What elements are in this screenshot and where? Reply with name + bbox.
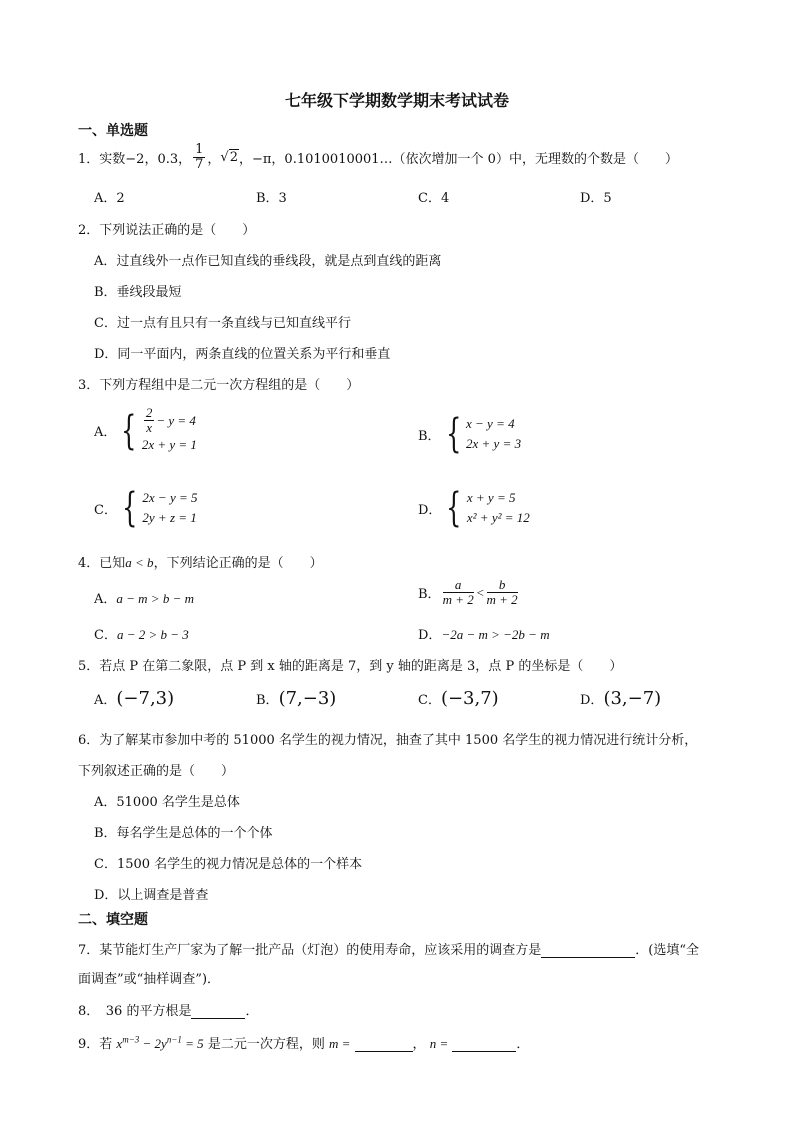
q1-sqrt-radicand: 2 [229,150,238,165]
q3-a-eq1 [142,406,197,435]
q7-answer-blank[interactable] [541,943,635,958]
sqrt-icon: √ [220,150,229,165]
q1-fraction-denominator: 7 [195,157,204,172]
section-heading-fill-in: 二、填空题 [78,912,148,928]
q3-c-eq1: 2x − y = 5 [142,490,198,505]
q3-option-d-system [441,485,530,531]
q9-end: ． [516,1037,530,1052]
q3-option-c-label: C． [94,502,117,518]
q6-option-c: C．1500 名学生的视力情况是总体的一个样本 [94,857,363,872]
q9-mid: − 2y [139,1036,167,1051]
q3-option-c [94,485,198,531]
q1-option-d: D．5 [580,191,612,206]
q3-c-eq2: 2y + z = 1 [142,510,197,525]
q3-option-b-label: B． [418,428,441,444]
q4-option-c-label: C． [94,628,117,643]
q6-option-b: B．每名学生是总体的一个个体 [94,826,273,841]
q4-b-frac2 [487,578,518,607]
q3-option-d [418,485,530,531]
q5-option-d [580,688,661,709]
q4-option-a-label: A． [94,592,117,607]
q5-option-a-coord: (−7,3) [116,688,175,709]
q3-option-b [418,411,522,457]
q9-equation [116,1036,203,1051]
q9-m-blank[interactable] [355,1037,413,1052]
q5-option-d-coord: (3,−7) [603,688,662,709]
q1-option-b: B．3 [256,191,287,206]
q2-option-d: D．同一平面内，两条直线的位置关系为平行和垂直 [94,347,391,362]
q3-option-c-system [117,485,198,531]
q5-option-b-label: B． [256,693,279,708]
q3-a-frac-den: x [146,420,152,435]
q9-eq: = 5 [181,1036,204,1051]
q3-b-eq2: 2x + y = 3 [466,436,522,451]
q9-m-label: m = [328,1036,351,1051]
q4-option-b-label: B． [418,587,441,602]
q4-option-a-expr: a − m > b − m [116,591,194,606]
q1-sequence-part1: −2，0.3， [125,152,192,167]
q5-option-c-coord: (−3,7) [440,688,499,709]
brace-icon: { [446,485,462,531]
brace-icon: { [122,485,138,531]
q5-option-d-label: D． [580,693,604,708]
q6-option-d: D．以上调查是普查 [94,888,209,903]
section-heading-single-choice: 一、单选题 [78,123,148,139]
q9-n-blank[interactable] [452,1037,516,1052]
q9-x: x [116,1036,123,1051]
q4-option-d-expr: −2a − m > −2b − m [441,627,550,642]
question-1-stem [78,143,678,172]
q5-option-b-coord: (7,−3) [278,688,337,709]
question-4-stem [78,552,323,571]
q1-sqrt [220,150,239,165]
brace-icon: { [121,407,137,454]
q2-option-b: B．垂线段最短 [94,285,182,300]
q5-option-c-label: C． [418,693,441,708]
q5-option-c [418,688,499,709]
q5-option-b [256,688,336,709]
q4-b-frac1 [443,578,474,607]
question-9 [78,1033,529,1052]
q3-a-frac-num: 2 [145,405,153,420]
q4-condition: a < b [125,555,154,570]
brace-icon: { [445,411,461,457]
q3-option-a-system [116,406,197,455]
question-6-stem-line2: 下列叙述正确的是（ ） [78,764,235,779]
q1-option-c: C．4 [418,191,450,206]
q9-prefix: 9．若 [78,1037,113,1052]
q3-a-eq2: 2x + y = 1 [141,437,197,452]
q1-fraction [193,143,205,172]
q4-option-a [94,588,194,607]
q9-comma: ， [412,1037,426,1052]
q8-text: 8． 36 的平方根是 [78,1004,192,1019]
question-5-stem: 5．若点 P 在第二象限，点 P 到 x 轴的距离是 7，到 y 轴的距离是 3，点 P 的坐标是（ ） [78,659,623,674]
q4-prefix: 4．已知 [78,556,126,571]
q9-n-label: n = [429,1036,449,1051]
question-8 [78,1000,258,1019]
q9-text: 是二元一次方程，则 [207,1037,325,1052]
q5-option-a-label: A． [94,693,117,708]
q4-b-less-than: < [475,584,485,600]
question-3-stem: 3．下列方程组中是二元一次方程组的是（ ） [78,378,360,393]
q4-option-d [418,624,550,643]
q2-option-a: A．过直线外一点作已知直线的垂线段，就是点到直线的距离 [94,254,442,269]
question-7-line2: 面调查”或“抽样调查”)． [78,972,221,987]
q4-b-frac1-num: a [443,578,474,593]
q4-option-c [94,624,189,643]
q3-option-a-label: A． [94,425,117,440]
q8-answer-blank[interactable] [191,1004,245,1019]
q4-option-b [418,578,520,607]
q4-option-d-label: D． [418,628,442,643]
q3-a-eq1-rest: − y = 4 [156,412,196,428]
q9-exp1: m−3 [122,1034,140,1045]
q1-sequence-part2: ，−π，0.1010010001…（依次增加一个 0）中，无理数的个数是（ ） [239,152,678,167]
q4-b-frac2-num: b [487,578,518,593]
q7-text: 7．某节能灯生产厂家为了解一批产品（灯泡）的使用寿命，应该采用的调查方是 [78,943,542,958]
q6-option-a: A．51000 名学生是总体 [94,795,240,810]
q3-b-eq1: x − y = 4 [466,416,515,431]
q4-suffix: ，下列结论正确的是（ ） [153,556,323,571]
q4-option-c-expr: a − 2 > b − 3 [116,627,189,642]
q1-prefix: 1．实数 [78,152,126,167]
page-title: 七年级下学期数学期末考试试卷 [284,91,509,110]
q3-option-b-system [441,411,522,457]
q2-option-c: C．过一点有且只有一条直线与已知直线平行 [94,316,351,331]
q1-option-a: A．2 [94,191,125,206]
q4-b-frac2-den: m + 2 [486,592,518,607]
q3-d-eq2: x² + y² = 12 [466,510,530,525]
q8-end: ． [245,1004,259,1019]
q3-option-d-label: D． [418,502,442,518]
q9-exp2: n−1 [166,1034,182,1045]
q1-fraction-numerator: 1 [195,142,204,157]
question-6-stem-line1: 6．为了解某市参加中考的 51000 名学生的视力情况，抽查了其中 1500 名学生的视力情况进行统计分析， [78,733,698,748]
q3-d-eq1: x + y = 5 [466,490,516,505]
q5-option-a [94,688,174,709]
q4-b-frac1-den: m + 2 [442,592,474,607]
q3-option-a [94,406,197,455]
question-7-line1 [78,939,699,958]
question-2-stem: 2．下列说法正确的是（ ） [78,223,256,238]
q1-comma: ， [207,152,221,167]
q7-text-end: ．(选填“全 [635,943,699,958]
